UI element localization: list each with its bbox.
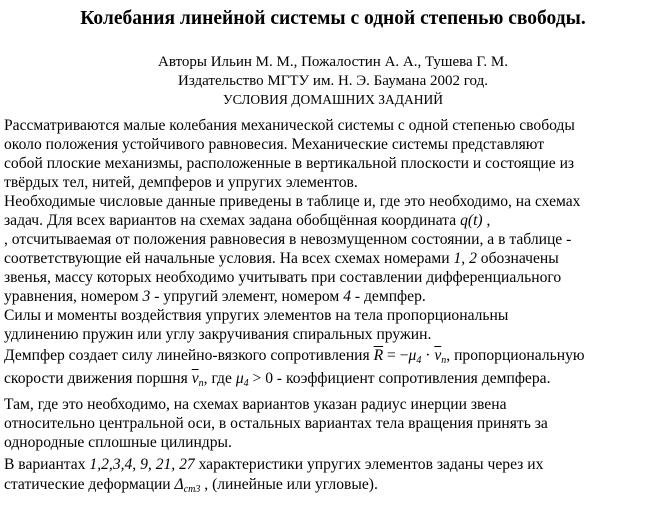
p5-line-3: однородные сплошные цилиндры. — [4, 434, 232, 451]
p2-line-2-tail: , — [482, 212, 491, 229]
p6-line-2 — [4, 476, 378, 495]
p2-line-2-text: задач. Для всех вариантов на схемах задана обобщённая координата — [4, 212, 461, 229]
p2-line-6-mid: - упругий элемент, номером — [150, 288, 344, 305]
publisher-line: Издательство МГТУ им. Н. Э. Баумана 2002 год. — [178, 73, 488, 89]
p6-line-1-text: В вариантах — [4, 456, 90, 473]
p6-line-1 — [4, 456, 543, 474]
formula-mu: μ — [408, 347, 417, 364]
section-heading: УСЛОВИЯ ДОМАШНИХ ЗАДАНИЙ — [223, 92, 443, 107]
piston-velocity: $\overline{v}$ — [191, 370, 199, 387]
p2-line-6-text: уравнения, номером — [4, 288, 143, 305]
p5-line-2: относительно центральной оси, в остальных вариантах тела вращения принять за — [4, 415, 548, 432]
p2-line-2 — [4, 212, 490, 230]
p4-line-2-mid: , где — [203, 370, 236, 387]
formula-mu-sub: 4 — [416, 355, 422, 366]
p1-line-1: Рассматриваются малые колебания механической системы с одной степенью свободы — [4, 117, 575, 134]
formula-r: $\overline{R}$ — [373, 347, 384, 364]
formula-v-sub: п — [441, 355, 447, 366]
p5-line-1: Там, где это необходимо, на схемах вариантов указан радиус инерции звена — [4, 396, 507, 413]
p1-line-2: около положения устойчивого равновесия. Механические системы представляют — [4, 136, 545, 153]
p3-line-2: удлинению пружин или углу закручивания спиральных пружин. — [4, 326, 432, 343]
p1-line-3: собой плоские механизмы, расположенные в вертикальной плоскости и состоящие из — [4, 155, 575, 172]
p1-line-4: твёрдых тел, нитей, демпферов и упругих элементов. — [4, 174, 358, 191]
p2-line-6-tail: - демпфер. — [351, 288, 426, 305]
number-4: 4 — [343, 288, 351, 305]
formula-eq: = − — [383, 347, 409, 364]
p2-line-4-text: соответствующие ей начальные условия. На всех схемах номерами — [4, 250, 454, 267]
document-title: Колебания линейной системы с одной степенью свободы. — [80, 8, 586, 29]
p2-line-1: Необходимые числовые данные приведены в таблице и, где это необходимо, на схемах — [4, 193, 581, 210]
p4-line-2-tail: > 0 - коэффициент сопротивления демпфера. — [248, 370, 551, 387]
p4-line-2 — [4, 370, 550, 389]
p2-line-5: звенья, массу которых необходимо учитывать при составлении дифференциального — [4, 269, 562, 286]
number-3: 3 — [142, 288, 151, 305]
piston-velocity-sub: п — [198, 378, 204, 389]
generalized-coordinate: q(t) — [460, 212, 483, 229]
p4-line-2-text: скорости движения поршня — [4, 370, 192, 387]
p2-line-3: , отсчитываемая от положения равновесия в невозмущенном состоянии, а в таблице - — [4, 231, 572, 248]
static-deformation: Δ — [174, 476, 184, 493]
p2-line-4-tail: обозначены — [476, 250, 559, 267]
p6-line-2-text: статические деформации — [4, 476, 175, 493]
variant-numbers: 1,2,3,4, 9, 21, 27 — [89, 456, 195, 473]
damping-mu-sub: 4 — [243, 378, 249, 389]
p4-line-1 — [4, 347, 585, 366]
p6-line-2-tail: , (линейные или угловые). — [200, 476, 378, 493]
p2-line-6 — [4, 288, 426, 306]
link-numbers: 1, 2 — [453, 250, 477, 267]
authors-line: Авторы Ильин М. М., Пожалостин А. А., Тушева Г. М. — [157, 54, 508, 70]
p6-line-1-tail: характеристики упругих элементов заданы через их — [194, 456, 544, 473]
damping-mu: μ — [235, 370, 244, 387]
formula-v: $\overline{v}$ — [434, 347, 442, 364]
static-deformation-sub: ст3 — [183, 484, 201, 495]
p2-line-4 — [4, 250, 559, 268]
formula-dot: · — [421, 347, 435, 364]
p4-line-1-text: Демпфер создает силу линейно-вязкого сопротивления — [4, 347, 374, 364]
p4-line-1-tail: , пропорциональную — [446, 347, 585, 364]
p3-line-1: Силы и моменты воздействия упругих элементов на тела пропорциональны — [4, 307, 509, 324]
